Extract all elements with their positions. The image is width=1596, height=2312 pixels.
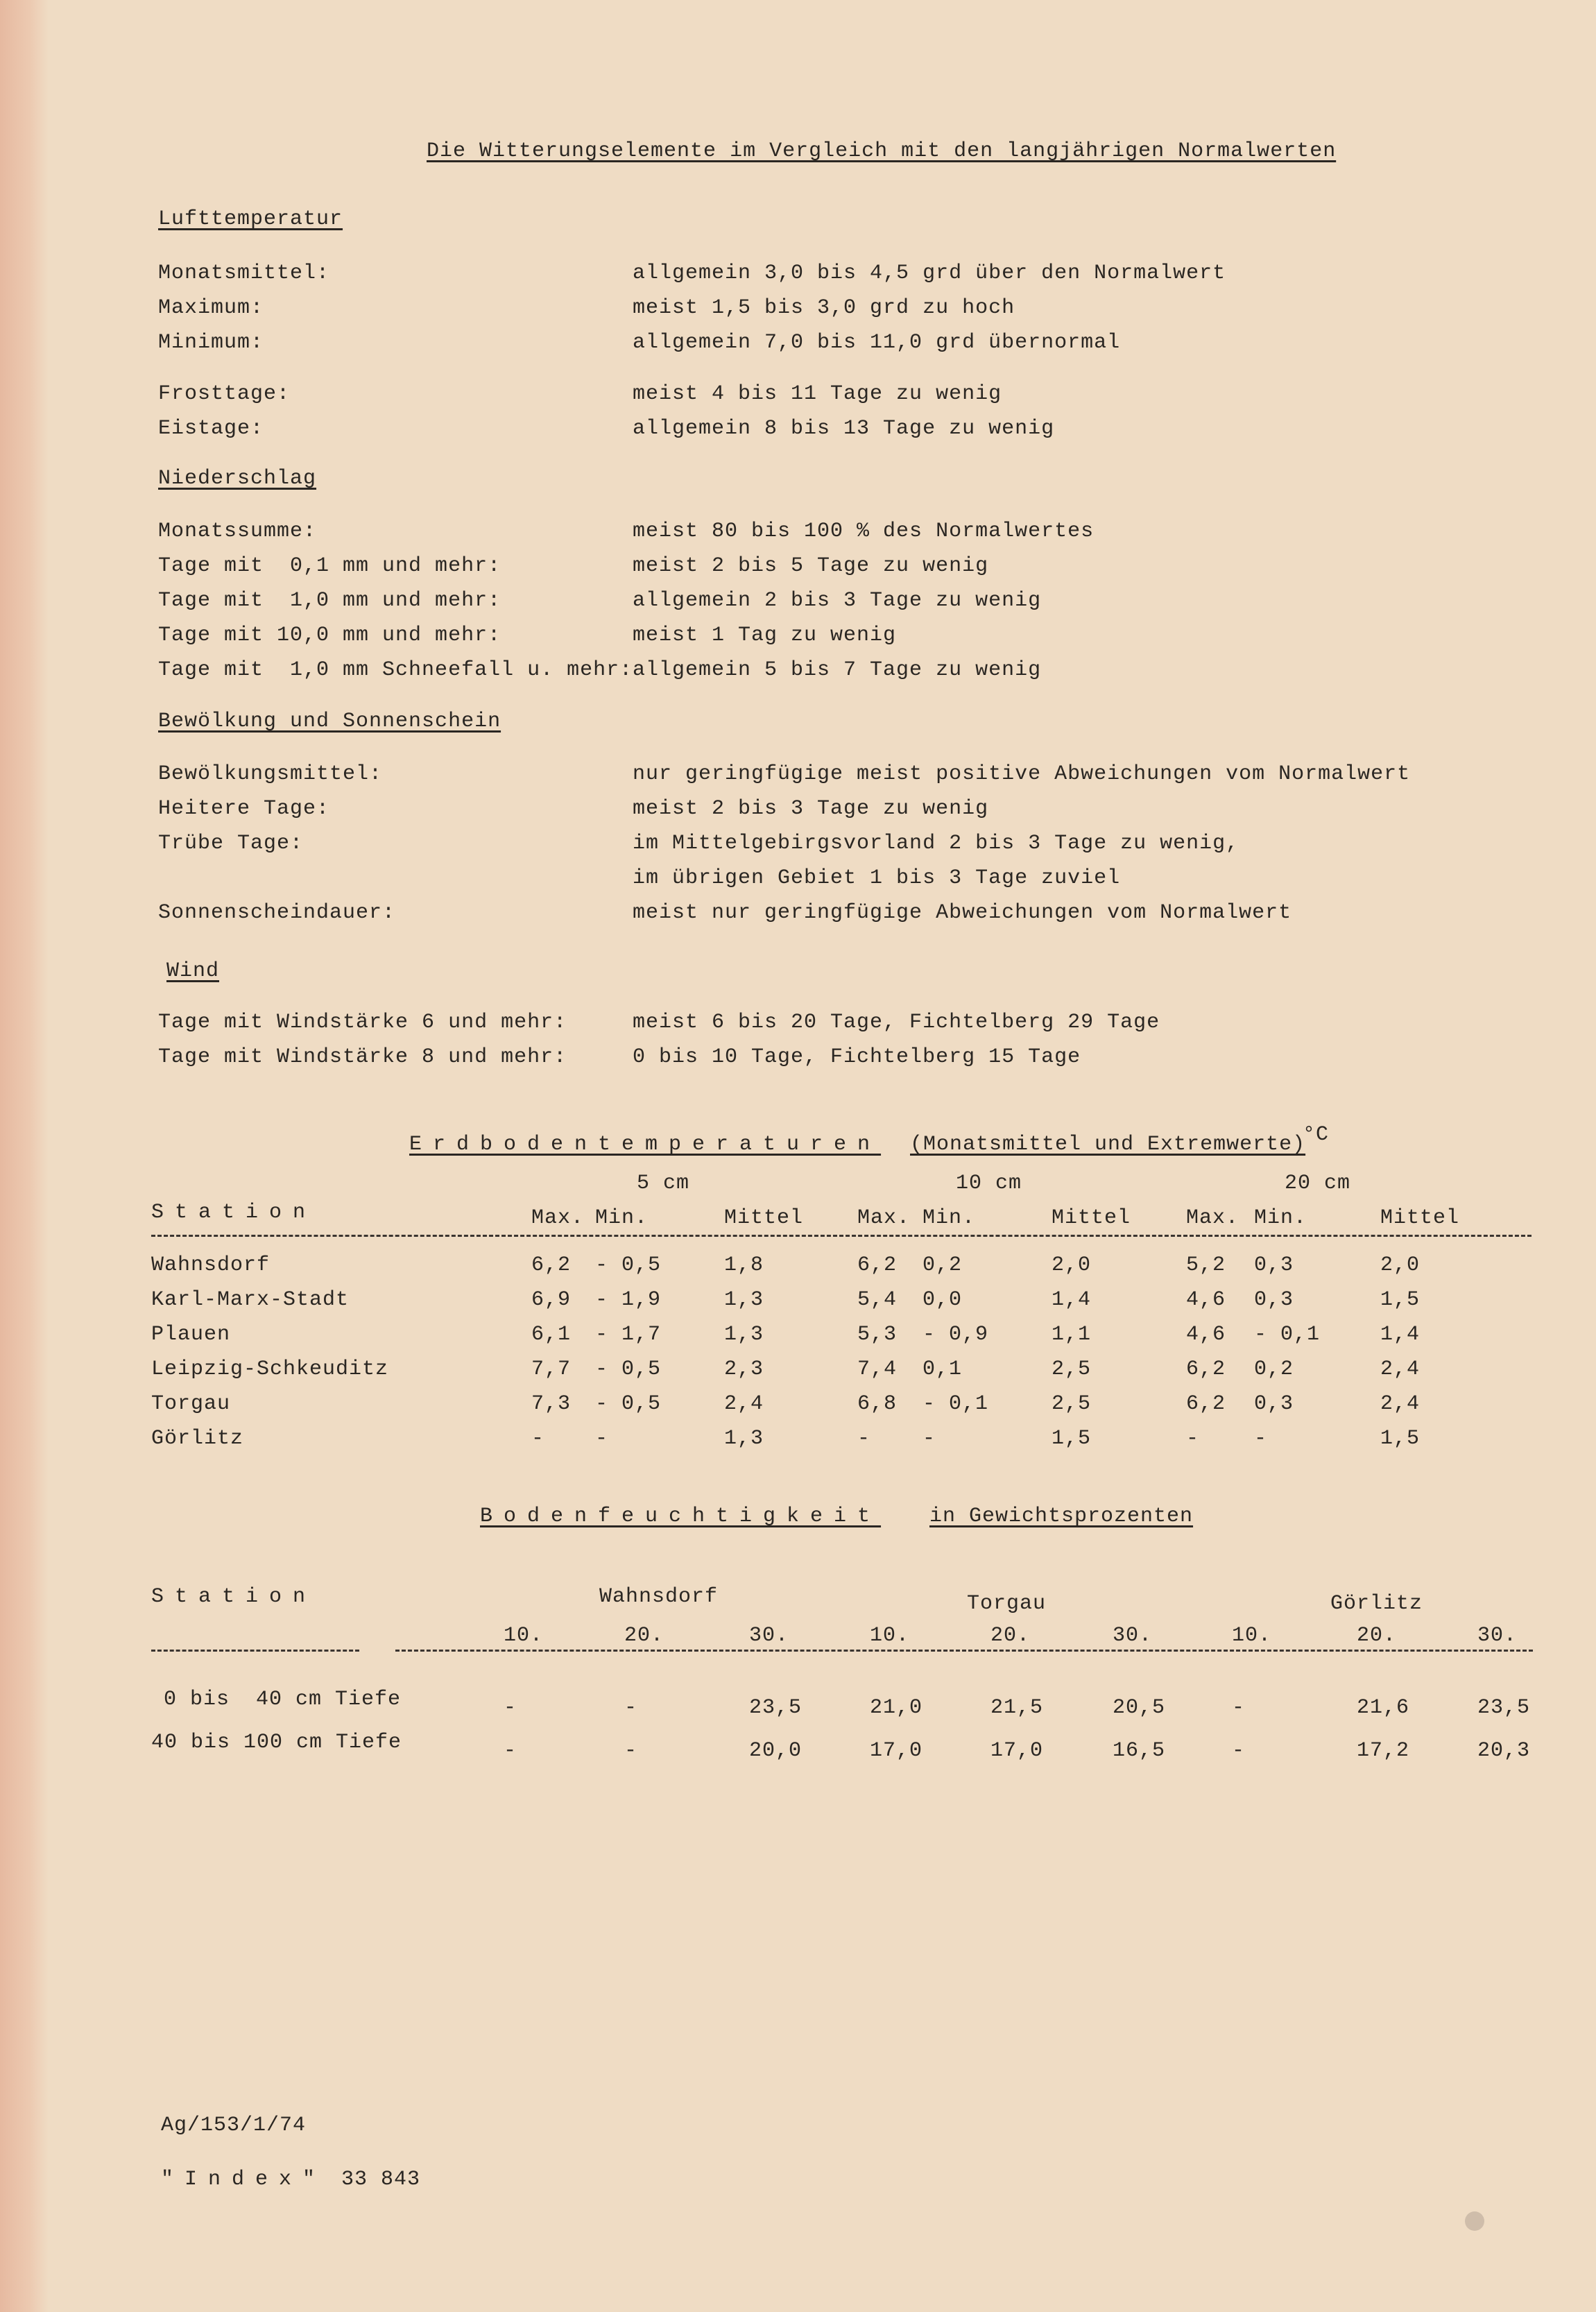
section-heading-lufttemperatur: Lufttemperatur xyxy=(158,207,343,231)
row-value: im übrigen Gebiet 1 bis 3 Tage zuviel xyxy=(633,866,1121,890)
table-cell: 5,4 xyxy=(857,1288,898,1312)
column-header: Mittel xyxy=(1380,1206,1460,1230)
row-value: allgemein 7,0 bis 11,0 grd übernormal xyxy=(633,331,1121,354)
column-header: Mittel xyxy=(724,1206,804,1230)
table-cell: 4,6 xyxy=(1186,1288,1226,1312)
table-cell: 2,0 xyxy=(1052,1253,1092,1277)
table-cell: - 0,1 xyxy=(923,1392,989,1416)
day-header: 30. xyxy=(1477,1624,1518,1647)
table-cell: 0,3 xyxy=(1254,1288,1294,1312)
table-cell: 0,1 xyxy=(923,1358,963,1381)
section-heading-wind: Wind xyxy=(166,959,220,983)
table-cell: 0,0 xyxy=(923,1288,963,1312)
row-label: Tage mit 10,0 mm und mehr: xyxy=(158,624,501,647)
section-heading-bewoelkung: Bewölkung und Sonnenschein xyxy=(158,710,501,733)
row-value: allgemein 2 bis 3 Tage zu wenig xyxy=(633,589,1042,613)
row-value: 0 bis 10 Tage, Fichtelberg 15 Tage xyxy=(633,1045,1081,1069)
table-cell: 17,0 xyxy=(870,1739,923,1763)
station-header-goerlitz: Görlitz xyxy=(1330,1592,1423,1616)
day-header: 30. xyxy=(749,1624,789,1647)
table-cell: 1,3 xyxy=(724,1323,764,1346)
table-cell: 1,3 xyxy=(724,1288,764,1312)
document-reference: Ag/153/1/74 xyxy=(161,2114,307,2137)
column-header: Max. xyxy=(857,1206,911,1230)
header-rule xyxy=(151,1235,1531,1237)
table-cell: 20,5 xyxy=(1113,1696,1166,1720)
table-cell: 21,5 xyxy=(990,1696,1044,1720)
table-cell: - xyxy=(531,1427,545,1450)
row-value: meist 6 bis 20 Tage, Fichtelberg 29 Tage xyxy=(633,1011,1160,1034)
table-cell: 6,2 xyxy=(1186,1358,1226,1381)
table-cell: 21,6 xyxy=(1357,1696,1410,1720)
table-cell: - xyxy=(1232,1696,1246,1720)
table-cell: 6,2 xyxy=(531,1253,572,1277)
column-header: Min. xyxy=(595,1206,649,1230)
day-header: 30. xyxy=(1113,1624,1153,1647)
station-name: Wahnsdorf xyxy=(151,1253,271,1277)
row-label: Monatssumme: xyxy=(158,520,317,543)
row-value: meist nur geringfügige Abweichungen vom Normalwert xyxy=(633,901,1292,925)
soil-temp-title: Erdbodentemperaturen xyxy=(409,1133,882,1156)
table-cell: 17,0 xyxy=(990,1739,1044,1763)
depth-header-20cm: 20 cm xyxy=(1285,1172,1351,1195)
table-cell: 2,4 xyxy=(1380,1358,1421,1381)
table-cell: 20,0 xyxy=(749,1739,803,1763)
day-header: 10. xyxy=(1232,1624,1272,1647)
row-label: Bewölkungsmittel: xyxy=(158,762,383,786)
table-cell: 2,0 xyxy=(1380,1253,1421,1277)
table-cell: 1,4 xyxy=(1380,1323,1421,1346)
row-label: Tage mit 0,1 mm und mehr: xyxy=(158,554,501,578)
table-cell: 2,3 xyxy=(724,1358,764,1381)
table-cell: 2,4 xyxy=(724,1392,764,1416)
table-cell: - xyxy=(1186,1427,1200,1450)
table-cell: 2,5 xyxy=(1052,1392,1092,1416)
station-column-header: Station xyxy=(151,1201,317,1224)
table-cell: - xyxy=(923,1427,936,1450)
depth-header-5cm: 5 cm xyxy=(637,1172,690,1195)
header-rule xyxy=(395,1650,1533,1652)
table-cell: 21,0 xyxy=(870,1696,923,1720)
row-label: Monatsmittel: xyxy=(158,262,330,285)
row-value: meist 4 bis 11 Tage zu wenig xyxy=(633,382,1002,406)
row-label: Minimum: xyxy=(158,331,264,354)
table-cell: 7,3 xyxy=(531,1392,572,1416)
row-label: Tage mit 1,0 mm und mehr: xyxy=(158,589,501,613)
column-header: Max. xyxy=(1186,1206,1239,1230)
row-value: meist 2 bis 5 Tage zu wenig xyxy=(633,554,989,578)
index-number: 33 843 xyxy=(341,2168,421,2191)
depth-label: 0 bis 40 cm Tiefe xyxy=(164,1688,402,1711)
station-name: Torgau xyxy=(151,1392,231,1416)
table-cell: 5,3 xyxy=(857,1323,898,1346)
table-cell: 7,7 xyxy=(531,1358,572,1381)
depth-header-10cm: 10 cm xyxy=(956,1172,1022,1195)
table-cell: - xyxy=(1254,1427,1268,1450)
table-cell: 23,5 xyxy=(749,1696,803,1720)
row-label: Frosttage: xyxy=(158,382,291,406)
row-label: Sonnenscheindauer: xyxy=(158,901,396,925)
table-cell: 5,2 xyxy=(1186,1253,1226,1277)
row-label: Heitere Tage: xyxy=(158,797,330,821)
day-header: 10. xyxy=(870,1624,910,1647)
row-label: Tage mit Windstärke 6 und mehr: xyxy=(158,1011,567,1034)
table-cell: 16,5 xyxy=(1113,1739,1166,1763)
table-cell: - xyxy=(504,1739,517,1763)
document-title: Die Witterungselemente im Vergleich mit den langjährigen Normalwerten xyxy=(427,139,1337,163)
table-cell: - xyxy=(595,1427,609,1450)
table-cell: 6,2 xyxy=(857,1253,898,1277)
table-cell: 6,9 xyxy=(531,1288,572,1312)
table-cell: 0,3 xyxy=(1254,1392,1294,1416)
table-cell: 0,3 xyxy=(1254,1253,1294,1277)
column-header: Min. xyxy=(1254,1206,1307,1230)
row-value: meist 2 bis 3 Tage zu wenig xyxy=(633,797,989,821)
station-name: Görlitz xyxy=(151,1427,244,1450)
row-label: Tage mit 1,0 mm Schneefall u. mehr: xyxy=(158,658,633,682)
day-header: 20. xyxy=(990,1624,1031,1647)
table-cell: 0,2 xyxy=(923,1253,963,1277)
day-header: 20. xyxy=(1357,1624,1397,1647)
table-cell: - xyxy=(857,1427,871,1450)
table-cell: 20,3 xyxy=(1477,1739,1531,1763)
soil-moisture-subtitle: in Gewichtsprozenten xyxy=(929,1505,1194,1528)
table-cell: 1,3 xyxy=(724,1427,764,1450)
row-value: allgemein 8 bis 13 Tage zu wenig xyxy=(633,417,1055,440)
station-header-torgau: Torgau xyxy=(967,1592,1047,1616)
table-cell: - 0,1 xyxy=(1254,1323,1321,1346)
soil-temp-subtitle: (Monatsmittel und Extremwerte) xyxy=(910,1133,1306,1156)
soil-moisture-title: Bodenfeuchtigkeit xyxy=(480,1505,882,1528)
table-cell: - 0,5 xyxy=(595,1358,662,1381)
station-column-header: Station xyxy=(151,1585,317,1609)
table-cell: - 1,9 xyxy=(595,1288,662,1312)
column-header: Min. xyxy=(923,1206,976,1230)
table-cell: 2,4 xyxy=(1380,1392,1421,1416)
depth-label: 40 bis 100 cm Tiefe xyxy=(151,1731,402,1754)
row-label: Tage mit Windstärke 8 und mehr: xyxy=(158,1045,567,1069)
table-cell: - xyxy=(504,1696,517,1720)
row-label: Eistage: xyxy=(158,417,264,440)
table-cell: - 1,7 xyxy=(595,1323,662,1346)
table-cell: 7,4 xyxy=(857,1358,898,1381)
table-cell: - xyxy=(624,1739,638,1763)
table-cell: 4,6 xyxy=(1186,1323,1226,1346)
table-cell: 1,1 xyxy=(1052,1323,1092,1346)
index-label: "Index" xyxy=(161,2168,327,2191)
row-value: allgemein 3,0 bis 4,5 grd über den Normalwert xyxy=(633,262,1226,285)
table-cell: 1,4 xyxy=(1052,1288,1092,1312)
table-cell: 1,8 xyxy=(724,1253,764,1277)
table-cell: 2,5 xyxy=(1052,1358,1092,1381)
row-value: meist 1,5 bis 3,0 grd zu hoch xyxy=(633,296,1015,320)
table-cell: 1,5 xyxy=(1380,1427,1421,1450)
section-heading-niederschlag: Niederschlag xyxy=(158,467,317,490)
table-cell: 6,2 xyxy=(1186,1392,1226,1416)
table-cell: 6,1 xyxy=(531,1323,572,1346)
station-header-wahnsdorf: Wahnsdorf xyxy=(599,1585,719,1609)
table-cell: - xyxy=(624,1696,638,1720)
row-value: meist 1 Tag zu wenig xyxy=(633,624,897,647)
row-label: Trübe Tage: xyxy=(158,832,304,855)
table-cell: 1,5 xyxy=(1380,1288,1421,1312)
row-label: Maximum: xyxy=(158,296,264,320)
table-cell: - xyxy=(1232,1739,1246,1763)
row-value: nur geringfügige meist positive Abweichungen vom Normalwert xyxy=(633,762,1411,786)
station-name: Plauen xyxy=(151,1323,231,1346)
row-value: im Mittelgebirgsvorland 2 bis 3 Tage zu wenig, xyxy=(633,832,1239,855)
table-cell: 6,8 xyxy=(857,1392,898,1416)
soil-temp-unit: °C xyxy=(1303,1123,1330,1147)
table-cell: 0,2 xyxy=(1254,1358,1294,1381)
station-name: Karl-Marx-Stadt xyxy=(151,1288,350,1312)
row-value: allgemein 5 bis 7 Tage zu wenig xyxy=(633,658,1042,682)
column-header: Max. xyxy=(531,1206,585,1230)
table-cell: - 0,9 xyxy=(923,1323,989,1346)
column-header: Mittel xyxy=(1052,1206,1131,1230)
table-cell: 17,2 xyxy=(1357,1739,1410,1763)
table-cell: 1,5 xyxy=(1052,1427,1092,1450)
header-rule xyxy=(151,1650,359,1652)
station-name: Leipzig-Schkeuditz xyxy=(151,1358,389,1381)
day-header: 20. xyxy=(624,1624,664,1647)
table-cell: - 0,5 xyxy=(595,1253,662,1277)
table-cell: - 0,5 xyxy=(595,1392,662,1416)
table-cell: 23,5 xyxy=(1477,1696,1531,1720)
row-value: meist 80 bis 100 % des Normalwertes xyxy=(633,520,1095,543)
day-header: 10. xyxy=(504,1624,544,1647)
